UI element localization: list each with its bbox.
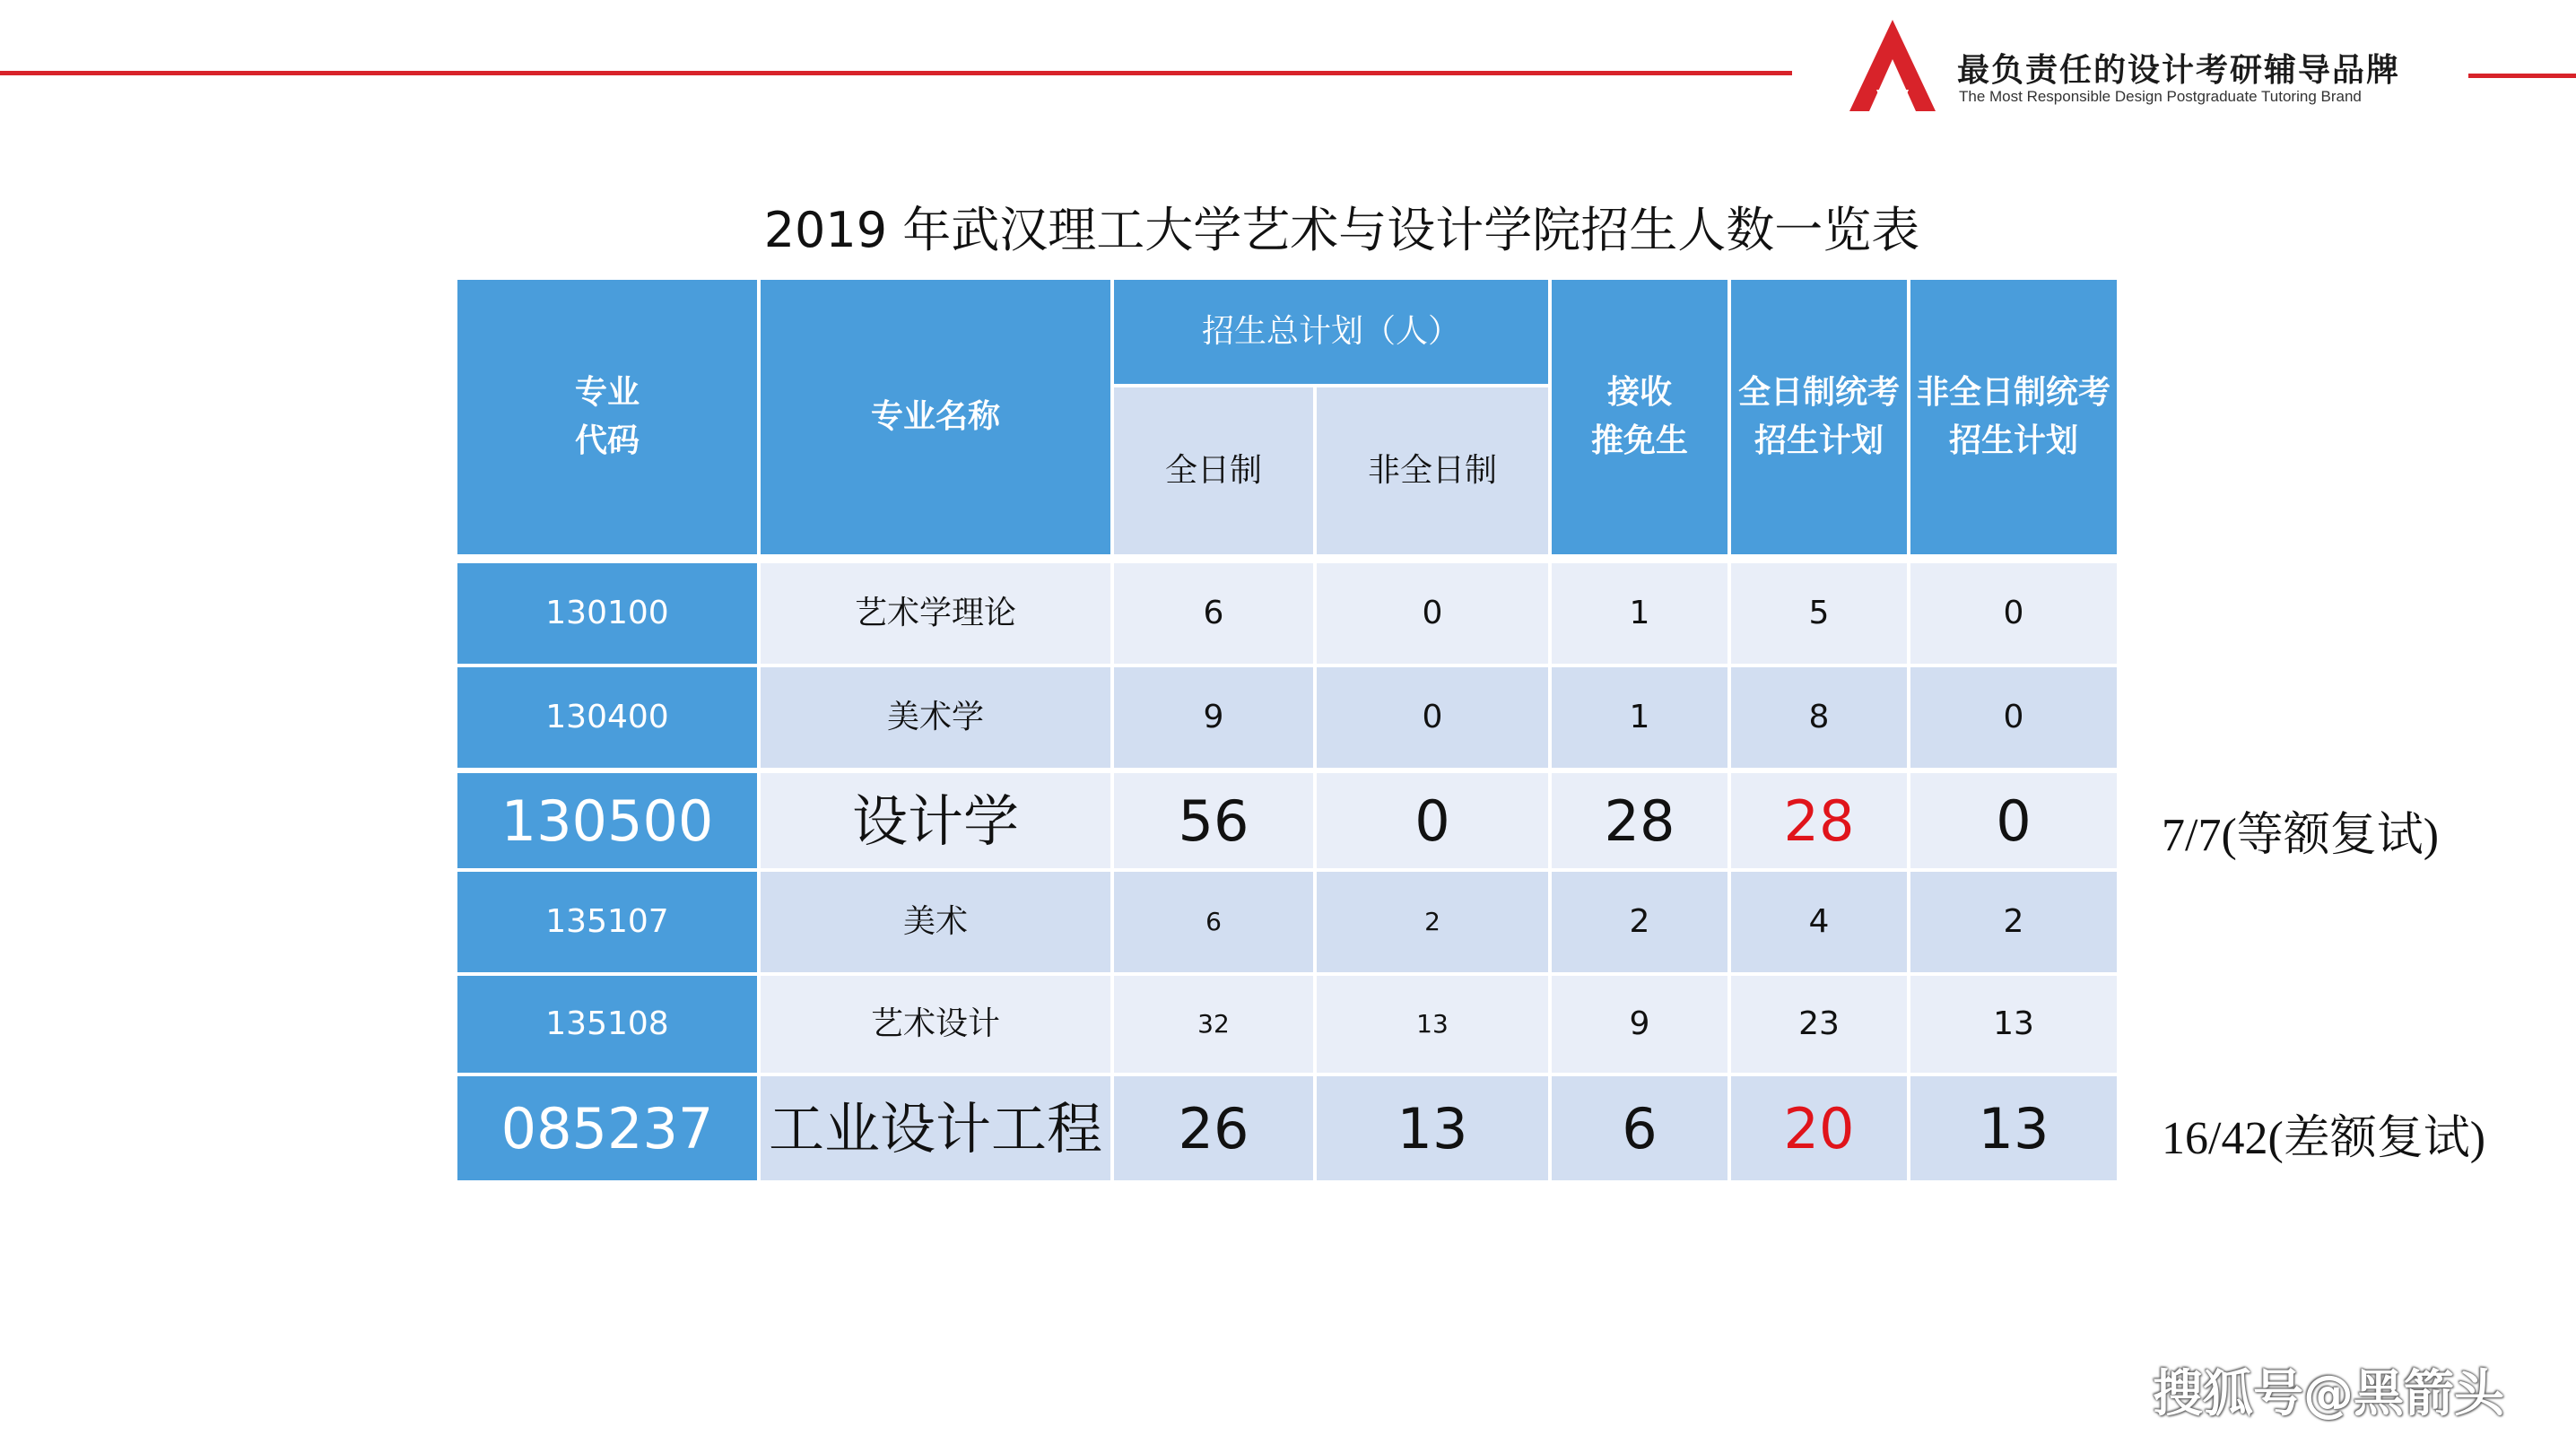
exempt-count: 9 <box>1552 976 1727 1073</box>
ft-exam-count: 8 <box>1731 667 1907 768</box>
full-time-count: 56 <box>1114 773 1313 868</box>
major-name: 美术 <box>761 872 1110 972</box>
exempt-count: 1 <box>1552 563 1727 664</box>
major-name: 艺术设计 <box>761 976 1110 1073</box>
part-time-count: 13 <box>1317 976 1548 1073</box>
header-part-time: 非全日制 <box>1317 387 1548 554</box>
header-major-name: 专业名称 <box>761 280 1110 554</box>
major-name: 设计学 <box>761 773 1110 868</box>
pt-exam-count: 2 <box>1910 872 2117 972</box>
header-ft-exam-plan-line: 招生计划 <box>1754 422 1884 459</box>
header-major-code-line: 专业 <box>574 374 640 411</box>
major-code: 135108 <box>457 976 757 1073</box>
pt-exam-count: 13 <box>1910 976 2117 1073</box>
brand-slogan: 最负责任的设计考研辅导品牌 <box>1957 52 2401 89</box>
header-total-plan: 招生总计划（人） <box>1114 280 1548 384</box>
exempt-count: 2 <box>1552 872 1727 972</box>
major-code: 085237 <box>457 1076 757 1180</box>
header-pt-exam-plan <box>1910 280 2117 554</box>
header-pt-exam-plan-line: 非全日制统考 <box>1916 374 2110 411</box>
part-time-count: 2 <box>1317 872 1548 972</box>
header-ft-exam-plan <box>1731 280 1907 554</box>
exempt-count: 1 <box>1552 667 1727 768</box>
major-code: 130400 <box>457 667 757 768</box>
ft-exam-count: 20 <box>1731 1076 1907 1180</box>
brand-logo-icon <box>1849 20 1936 111</box>
part-time-count: 0 <box>1317 773 1548 868</box>
header-pt-exam-plan-line: 招生计划 <box>1948 422 2078 459</box>
pt-exam-count: 0 <box>1910 773 2117 868</box>
major-name: 艺术学理论 <box>761 563 1110 664</box>
part-time-count: 0 <box>1317 667 1548 768</box>
pt-exam-count: 0 <box>1910 667 2117 768</box>
retest-note: 7/7(等额复试) <box>2162 810 2440 861</box>
ft-exam-count: 28 <box>1731 773 1907 868</box>
full-time-count: 26 <box>1114 1076 1313 1180</box>
part-time-count: 13 <box>1317 1076 1548 1180</box>
header-exempt <box>1552 280 1727 554</box>
ft-exam-count: 23 <box>1731 976 1907 1073</box>
ft-exam-count: 4 <box>1731 872 1907 972</box>
full-time-count: 6 <box>1114 872 1313 972</box>
exempt-count: 6 <box>1552 1076 1727 1180</box>
page-title: 2019 年武汉理工大学艺术与设计学院招生人数一览表 <box>763 202 1920 258</box>
major-name: 美术学 <box>761 667 1110 768</box>
major-code: 135107 <box>457 872 757 972</box>
retest-note: 16/42(差额复试) <box>2162 1113 2486 1164</box>
major-name: 工业设计工程 <box>761 1076 1110 1180</box>
exempt-count: 28 <box>1552 773 1727 868</box>
enrollment-table <box>457 280 2117 1182</box>
ft-exam-count: 5 <box>1731 563 1907 664</box>
header-exempt-line: 接收 <box>1606 374 1672 411</box>
watermark: 搜狐号@黑箭头 <box>2153 1365 2504 1423</box>
part-time-count: 0 <box>1317 563 1548 664</box>
header-ft-exam-plan-line: 全日制统考 <box>1737 374 1900 411</box>
header-major-code <box>457 280 757 554</box>
major-code: 130100 <box>457 563 757 664</box>
header-exempt-line: 推免生 <box>1590 422 1688 459</box>
header-rule-right <box>2468 74 2576 78</box>
full-time-count: 6 <box>1114 563 1313 664</box>
header-full-time: 全日制 <box>1114 387 1313 554</box>
header-major-code-line: 代码 <box>574 422 640 459</box>
pt-exam-count: 13 <box>1910 1076 2117 1180</box>
pt-exam-count: 0 <box>1910 563 2117 664</box>
full-time-count: 9 <box>1114 667 1313 768</box>
brand-slogan-english: The Most Responsible Design Postgraduate Tutoring Brand <box>1959 88 2362 105</box>
header-rule-left <box>0 71 1792 75</box>
major-code: 130500 <box>457 773 757 868</box>
full-time-count: 32 <box>1114 976 1313 1073</box>
